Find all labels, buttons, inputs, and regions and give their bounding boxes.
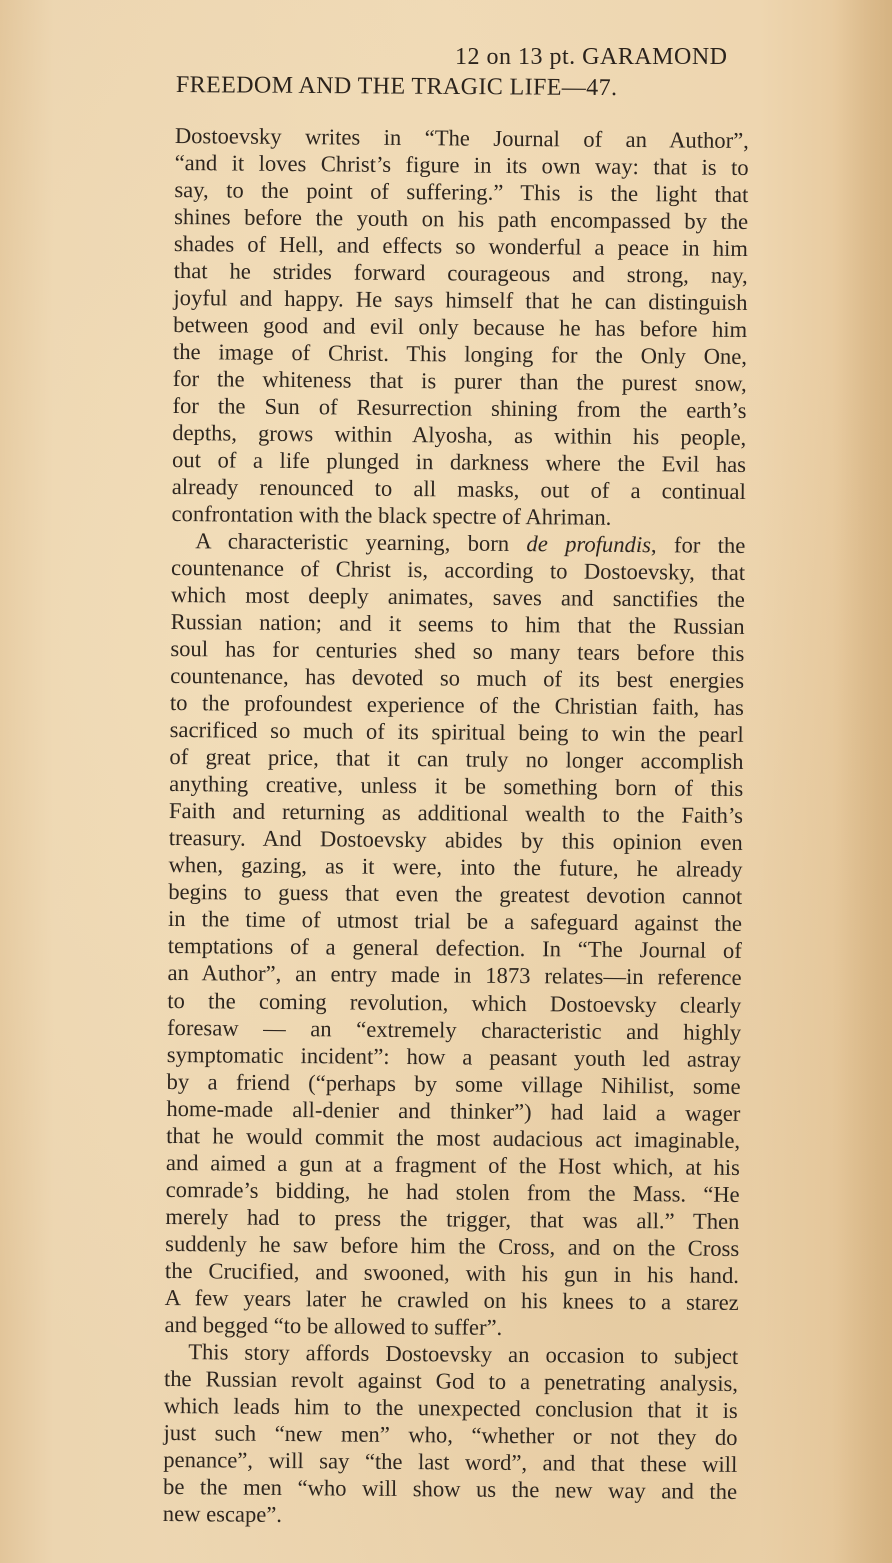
text-line: for the whiteness that is purer than the purest snow, xyxy=(172,366,747,397)
text-line: to the profoundest experience of the Christian faith, has xyxy=(169,690,745,721)
text-line: for the Sun of Resurrection shining from the earth’s xyxy=(172,393,747,424)
text-run: A characteristic yearning, born xyxy=(195,528,527,557)
body-text xyxy=(163,122,749,1532)
text-line: and aimed a gun at a fragment of the Host which, at his xyxy=(165,1149,741,1180)
text-line: between good and evil only because he has before him xyxy=(173,312,748,343)
text-line: joyful and happy. He says himself that he can distinguish xyxy=(173,285,748,316)
text-line: to the coming revolution, which Dostoevsky clearly xyxy=(167,987,742,1018)
text-line: which leads him to the unexpected conclusion that it is xyxy=(163,1392,738,1423)
text-line: A few years later he crawled on his knees to a starez xyxy=(164,1284,739,1315)
text-line: in the time of utmost trial be a safeguard against the xyxy=(167,906,743,937)
paragraph-opening-line: This story affords Dostoevsky an occasion to subject xyxy=(188,1338,739,1369)
text-line: begins to guess that even the greatest devotion cannot xyxy=(168,879,743,910)
text-line: foresaw — an “extremely characteristic and highly xyxy=(166,1014,742,1045)
text-line: already renounced to all masks, out of a continual xyxy=(171,474,746,505)
text-line: be the men “who will show us the new way and the xyxy=(162,1473,738,1504)
text-line: suddenly he saw before him the Cross, and on the Cross xyxy=(165,1230,740,1261)
text-line: just such “new men” who, “whether or not they do xyxy=(163,1419,738,1450)
text-line: by a friend (“perhaps by some village Nihilist, some xyxy=(166,1068,741,1099)
text-line: comrade’s bidding, he had stolen from the Mass. “He xyxy=(165,1176,740,1207)
text-line: depths, grows within Alyosha, as within his people, xyxy=(172,420,747,451)
text-line: sacrificed so much of its spiritual being to win the pearl xyxy=(169,717,744,748)
text-line: and begged “to be allowed to suffer”. xyxy=(164,1311,503,1340)
text-line: temptations of a general defection. In “The Journal of xyxy=(167,933,742,964)
text-line: an Author”, an entry made in 1873 relates—in reference xyxy=(167,960,742,991)
text-line: treasury. And Dostoevsky abides by this opinion even xyxy=(168,825,743,856)
text-line: out of a life plunged in darkness where the Evil has xyxy=(171,447,747,478)
text-line: shines before the youth on his path encompassed by the xyxy=(174,204,749,235)
text-line: countenance, has devoted so much of its best energies xyxy=(170,663,745,694)
running-head: FREEDOM AND THE TRAGIC LIFE—47. xyxy=(175,72,618,102)
text-line: “and it loves Christ’s figure in its own way: that is to xyxy=(174,150,749,181)
italic-phrase: de profundis xyxy=(526,531,652,558)
text-line: that he would commit the most audacious act imaginable, xyxy=(166,1122,741,1153)
text-line: of great price, that it can truly no longer accomplish xyxy=(169,744,744,775)
text-line: the image of Christ. This longing for the Only One, xyxy=(172,339,748,370)
text-line: soul has for centuries shed so many tears before this xyxy=(170,636,745,667)
text-line: new escape”. xyxy=(162,1500,283,1527)
text-line: home-made all-denier and thinker”) had laid a wager xyxy=(166,1095,741,1126)
text-line: that he strides forward courageous and strong, nay, xyxy=(173,258,748,289)
text-line: the Russian revolt against God to a penetrating analysis, xyxy=(163,1365,739,1396)
text-line: countenance of Christ is, according to Dostoevsky, that xyxy=(171,555,746,586)
text-line: which most deeply animates, saves and sanctifies the xyxy=(170,582,745,613)
text-line: confrontation with the black spectre of Ahriman. xyxy=(171,501,612,531)
typesetting-note: 12 on 13 pt. GARAMOND xyxy=(455,44,728,70)
text-run: , for the xyxy=(650,532,746,559)
text-line: when, gazing, as it were, into the future, he already xyxy=(168,852,743,883)
text-line: penance”, will say “the last word”, and that these will xyxy=(163,1446,738,1477)
text-line: say, to the point of suffering.” This is the light that xyxy=(174,177,749,208)
text-line: anything creative, unless it be something born of this xyxy=(169,771,744,802)
text-line: Dostoevsky writes in “The Journal of an Author”, xyxy=(174,122,749,154)
text-line: Faith and returning as additional wealth to the Faith’s xyxy=(168,798,744,829)
text-line: Russian nation; and it seems to him that the Russian xyxy=(170,609,745,640)
text-line: merely had to press the trigger, that was all.” Then xyxy=(165,1203,740,1234)
text-line: symptomatic incident”: how a peasant youth led astray xyxy=(166,1041,741,1072)
text-line: shades of Hell, and effects so wonderful a peace in him xyxy=(173,231,749,262)
text-line: the Crucified, and swooned, with his gun in his hand. xyxy=(164,1257,740,1288)
